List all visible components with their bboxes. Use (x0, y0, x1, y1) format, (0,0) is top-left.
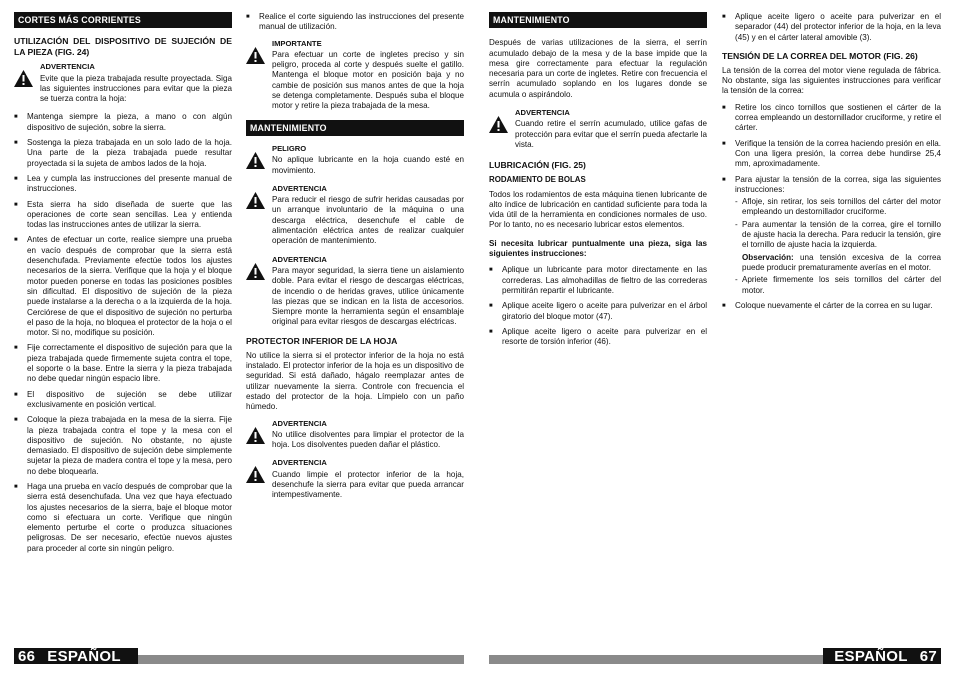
warning-title: ADVERTENCIA (272, 254, 327, 264)
warning-title: ADVERTENCIA (272, 183, 327, 193)
important-block (246, 39, 464, 112)
list-item: ■ Mantenga siempre la pieza, a mano o con algún dispositivo de sujeción, sobre la sierra. (14, 112, 232, 133)
list-item: ■ Sostenga la pieza trabajada en un solo lado de la hoja. Una parte de la pieza trabajada puede resultar proyectada si la sujeta de ambos lados de la hoja. (14, 138, 232, 169)
left-column-2 (246, 12, 464, 509)
heading-rodamiento: RODAMIENTO DE BOLAS (489, 175, 586, 185)
important-title: IMPORTANTE (272, 38, 322, 48)
protector-paragraph: No utilice la sierra si el protector inferior de la hoja no está instalado. El protector inferior de la hoja es un dispositivo de seguridad. Si está dañado, hágalo reemplazar antes de utilizar nuevamente la sierra. Controle con frecuencia el estado del protector de la hoja. Límpielo con un paño húmedo. (246, 350, 464, 412)
sub-list-item: - Afloje, sin retirar, los seis tornillos del cárter del motor empleando un destornillador cruciforme. (735, 197, 941, 218)
warning-block (14, 62, 232, 104)
sub-list-item (735, 220, 941, 273)
list-item: ■ Haga una prueba en vacío después de comprobar que la sierra está desenchufada. Una vez que haya efectuado los ajustes necesarios de la sierra, baje el bloque motor como si efectuara un corte. Verifique que ningún elemento perturbe el corte o produzca situaciones peligrosas. De ser necesario, efectúe nuevos ajustes para proceder al corte sin ningún peligro. (14, 482, 232, 554)
heading-tension-correa: TENSIÓN DE LA CORREA DEL MOTOR (FIG. 26) (722, 50, 918, 61)
sub-list-item: - Apriete firmemente los seis tornillos del cárter del motor. (735, 275, 941, 296)
warning-text: Para reducir el riesgo de sufrir heridas causadas por un arranque involuntario de la máquina o una descarga eléctrica, desenchufe el cable de alimentación eléctrica antes de realizar cualquier operación de mantenimiento. (272, 195, 464, 246)
warning-text: Evite que la pieza trabajada resulte proyectada. Siga las siguientes instrucciones para evitar que la pieza se tuerza contra la hoja: (40, 73, 232, 104)
instruction-list (14, 112, 232, 554)
warning-block (246, 255, 464, 328)
warning-title: ADVERTENCIA (40, 62, 95, 72)
list-item: ■ Aplique un lubricante para motor directamente en las correderas. Las almohadillas de fieltro de las correderas permitirán repartir el lubricante. (489, 265, 707, 296)
warning-icon (246, 39, 272, 112)
warning-icon (246, 419, 272, 451)
section-header-mantenimiento: MANTENIMIENTO (489, 12, 707, 28)
footer-right (489, 648, 941, 664)
warning-block (246, 458, 464, 500)
list-item: ■ Lea y cumpla las instrucciones del presente manual de instrucciones. (14, 174, 232, 195)
list-item: ■ Retire los cinco tornillos que sostienen el cárter de la correa empleando un destornillador cruciforme, y retire el cárter. (722, 103, 941, 134)
list-item (722, 175, 941, 296)
warning-block (489, 108, 707, 150)
page-number: 66 (18, 647, 36, 665)
danger-block (246, 144, 464, 176)
warning-title: ADVERTENCIA (272, 458, 327, 468)
footer-bar (489, 655, 823, 664)
warning-icon (246, 184, 272, 247)
warning-icon (489, 108, 515, 150)
list-item: ■ Verifique la tensión de la correa haciendo presión en ella. Con una ligera presión, la correa debe hundirse 25,4 mm, aproximadamente. (722, 139, 941, 170)
rodamiento-paragraph: Todos los rodamientos de esta máquina tienen lubricante de alto índice de lubricación en cantidad suficiente para toda la vida útil de la herramienta en condiciones normales de uso. Por lo tanto, no es necesario lubricar estos elementos. (489, 189, 707, 230)
warning-text: Cuando limpie el protector inferior de la hoja, desenchufe la sierra para evitar que pueda arrancar intempestivamente. (272, 469, 464, 500)
left-column-1 (14, 12, 232, 559)
intro-paragraph: Después de varias utilizaciones de la sierra, el serrín acumulado debajo de la mesa y de la base impide que la mesa gire correctamente para efectuar la regulación necesaria para un corte de ingletes. Retire con frecuencia el serrín acumulado soplando en los lugares donde se acumula o aspirándolo. (489, 38, 707, 99)
right-column-2 (722, 12, 941, 316)
warning-title: ADVERTENCIA (272, 418, 327, 428)
sub-list (735, 197, 941, 296)
observation-label: Observación: (742, 252, 794, 262)
list-item: ■ Coloque la pieza trabajada en la mesa de la sierra. Fije la pieza trabajada contra el tope y la mesa con el dispositivo de sujeción. No obstante, no ajuste demasiado. El dispositivo de sujeción debe simplemente sujetar la pieza de madera contra el tope y la mesa, pero no debe bloquearla. (14, 415, 232, 477)
observation-text: una tensión excesiva de la correa puede producir prematuramente averías en el motor. (742, 252, 941, 272)
section-header-mantenimiento: MANTENIMIENTO (246, 120, 464, 136)
lubricate-instructions-lead: Si necesita lubricar puntualmente una pieza, siga las siguientes instrucciones: (489, 238, 707, 259)
warning-icon (246, 458, 272, 500)
warning-text: Para mayor seguridad, la sierra tiene un aislamiento doble. Para evitar el riesgo de descargas eléctricas, de incendio o de heridas graves, utilice únicamente las piezas que se indican en la lista de accesorios. Siempre monte la herramienta según el ensamblaje original para evitar riesgos de descargas eléctricas. (272, 265, 464, 327)
warning-icon (246, 144, 272, 176)
footer-left-label (14, 648, 138, 664)
list-item: ■ Aplique aceite ligero o aceite para pulverizar en el resorte de torsión inferior (46). (489, 327, 707, 348)
page-number: 67 (919, 647, 937, 665)
list-item-text: Para ajustar la tensión de la correa, siga las siguientes instrucciones: (735, 174, 941, 194)
list-item: ■ Coloque nuevamente el cárter de la correa en su lugar. (722, 301, 941, 311)
lubrication-list (489, 265, 707, 347)
heading-lubricacion: LUBRICACIÓN (FIG. 25) (489, 160, 586, 171)
list-item: ■ Aplique aceite ligero o aceite para pulverizar en el árbol giratorio del bloque motor (47). (489, 301, 707, 322)
right-column-1 (489, 12, 707, 352)
tension-intro: La tensión de la correa del motor viene regulada de fábrica. No obstante, siga las siguientes instrucciones para verificar la tensión de la correa: (722, 65, 941, 96)
list-item: ■ Aplique aceite ligero o aceite para pulverizar en el separador (44) del protector inferior de la hoja, en la leva (45) y en el cárter lateral amovible (3). (722, 12, 941, 43)
footer-left (14, 648, 464, 664)
observation-note (742, 253, 941, 274)
list-item: ■ El dispositivo de sujeción se debe utilizar exclusivamente en posición vertical. (14, 390, 232, 411)
heading-dispositivo-sujecion: UTILIZACIÓN DEL DISPOSITIVO DE SUJECIÓN DE LA PIEZA (FIG. 24) (14, 36, 232, 58)
list-item: ■ Antes de efectuar un corte, realice siempre una prueba en vacío después de comprobar que la sierra está desenchufada. Previamente efectúe todos los ajustes necesarios de la sierra. Verifique que la hoja y el bloque motor pueden ponerse en todas las posiciones posibles sin dificultad. El dispositivo de sujeción de la pieza puede instalarse a la derecha o a la izquierda de la hoja. Cerciórese de que el dispositivo de sujeción no perturba el paso de la hoja, no bloquea el protector de la hoja o el motor. Si no, modifique su posición. (14, 235, 232, 338)
footer-bar (138, 655, 464, 664)
danger-title: PELIGRO (272, 143, 307, 153)
warning-icon (246, 255, 272, 328)
section-header-cortes: CORTES MÁS CORRIENTES (14, 12, 232, 28)
important-text: Para efectuar un corte de ingletes preciso y sin peligro, proceda al corte y después suelte el gatillo. Mantenga el bloque motor en posición baja y no cambie de posición sus manos antes de que la hoja se detenga completamente. Después suba el bloque motor y retire la pieza trabajada de la mesa. (272, 49, 464, 111)
warning-text: Cuando retire el serrín acumulado, utilice gafas de protección para evitar que el serrín pueda afectarle la vista. (515, 119, 707, 149)
list-item: ■ Esta sierra ha sido diseñada de suerte que las operaciones de corte sean sencillas. Lea y entienda todas las instrucciones antes de utilizar la sierra. (14, 200, 232, 231)
warning-title: ADVERTENCIA (515, 108, 570, 118)
warning-text: No utilice disolventes para limpiar el protector de la hoja. Los disolventes pueden dañar el plástico. (272, 429, 464, 450)
warning-icon (14, 62, 40, 104)
tension-list (722, 103, 941, 311)
heading-protector-inferior: PROTECTOR INFERIOR DE LA HOJA (246, 335, 398, 346)
danger-text: No aplique lubricante en la hoja cuando esté en movimiento. (272, 155, 464, 175)
sub-list-item-text: Para aumentar la tensión de la correa, gire el tornillo de ajuste hacia la derecha. Para reducir la tensión, gire el tornillo de ajuste hacia la izquierda. (742, 219, 941, 250)
footer-right-label (823, 648, 941, 664)
warning-block (246, 419, 464, 451)
warning-block (246, 184, 464, 247)
language-label: ESPAÑOL (47, 647, 121, 665)
list-item: ■ Realice el corte siguiendo las instrucciones del presente manual de utilización. (246, 12, 464, 33)
language-label: ESPAÑOL (834, 647, 908, 665)
list-item: ■ Fije correctamente el dispositivo de sujeción para que la pieza trabajada quede firmemente sujeta contra el tope, el soporte o la base. Entre la sierra y la pieza trabajada no debe quedar ningún espacio libre. (14, 343, 232, 384)
